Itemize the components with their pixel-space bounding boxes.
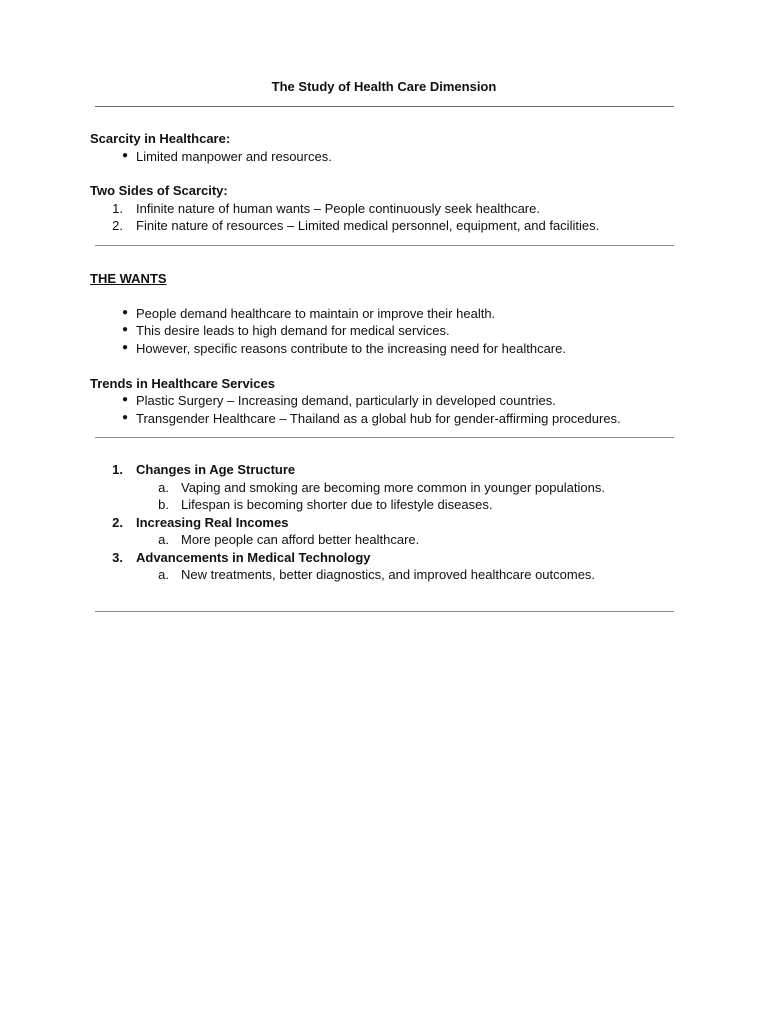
number-marker: 3. (112, 550, 123, 565)
sub-list-item-text: New treatments, better diagnostics, and improved healthcare outcomes. (181, 567, 596, 582)
section-heading-wants: THE WANTS (90, 271, 167, 286)
list-item-text: Limited manpower and resources. (136, 149, 332, 164)
letter-marker: a. (158, 567, 169, 582)
list-item-text: This desire leads to high demand for medical services. (136, 323, 450, 338)
list-item-text: However, specific reasons contribute to the increasing need for healthcare. (136, 341, 566, 356)
list-item-label: Advancements in Medical Technology (136, 550, 371, 565)
bullet-marker: ● (121, 342, 128, 353)
list-item-label: Changes in Age Structure (136, 462, 296, 477)
list-item-text: Infinite nature of human wants – People continuously seek healthcare. (136, 201, 540, 216)
bullet-marker: ● (121, 394, 128, 405)
section-heading-scarcity: Scarcity in Healthcare: (90, 131, 231, 146)
divider (95, 245, 674, 246)
sub-list-item-text: Vaping and smoking are becoming more common in younger populations. (181, 480, 605, 495)
divider (95, 106, 674, 107)
list-item-text: Transgender Healthcare – Thailand as a global hub for gender-affirming procedures. (136, 411, 621, 426)
sub-list-item-text: Lifespan is becoming shorter due to lifestyle diseases. (181, 497, 493, 512)
bullet-marker: ● (121, 307, 128, 318)
page-title: The Study of Health Care Dimension (271, 79, 497, 94)
divider (95, 611, 674, 612)
number-marker: 1. (112, 201, 123, 216)
letter-marker: a. (158, 480, 169, 495)
list-item-label: Increasing Real Incomes (136, 515, 289, 530)
bullet-marker: ● (121, 412, 128, 423)
bullet-marker: ● (121, 150, 128, 161)
divider (95, 437, 674, 438)
section-heading-trends: Trends in Healthcare Services (90, 376, 275, 391)
sub-list-item-text: More people can afford better healthcare. (181, 532, 420, 547)
bullet-marker: ● (121, 324, 128, 335)
list-item-text: Finite nature of resources – Limited medical personnel, equipment, and facilities. (136, 218, 600, 233)
list-item-text: Plastic Surgery – Increasing demand, particularly in developed countries. (136, 393, 556, 408)
section-heading-two-sides: Two Sides of Scarcity: (90, 183, 228, 198)
number-marker: 1. (112, 462, 123, 477)
number-marker: 2. (112, 218, 123, 233)
number-marker: 2. (112, 515, 123, 530)
list-item-text: People demand healthcare to maintain or improve their health. (136, 306, 496, 321)
letter-marker: a. (158, 532, 169, 547)
letter-marker: b. (158, 497, 169, 512)
